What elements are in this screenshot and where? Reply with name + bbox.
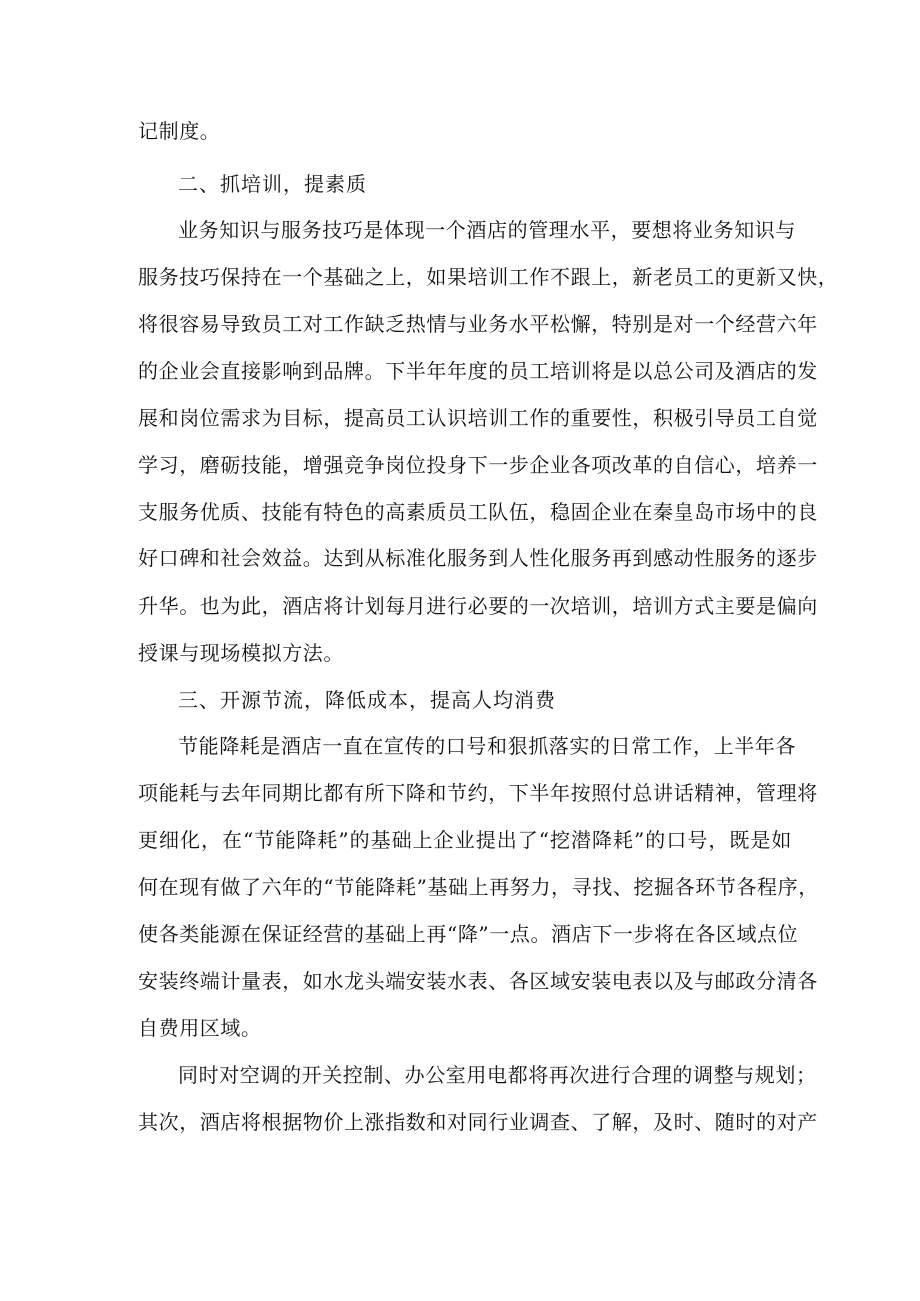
text-line: 业务知识与服务技巧是体现一个酒店的管理水平，要想将业务知识与: [178, 218, 796, 242]
text-line: 展和岗位需求为目标，提高员工认识培训工作的重要性，积极引导员工自觉: [138, 406, 818, 430]
text-line: 何在现有做了六年的“节能降耗”基础上再努力，寻找、挖掘各环节各程序，: [138, 875, 819, 899]
text-line: 记制度。: [138, 119, 221, 143]
text-line: 项能耗与去年同期比都有所下降和节约，下半年按照付总讲话精神，管理将: [138, 781, 818, 805]
text-line: 升华。也为此，酒店将计划每月进行必要的一次培训，培训方式主要是偏向: [138, 594, 818, 618]
text-line: 使各类能源在保证经营的基础上再“降”一点。酒店下一步将在各区域点位: [138, 922, 799, 946]
text-line: 的企业会直接影响到品牌。下半年年度的员工培训将是以总公司及酒店的发: [138, 359, 818, 383]
text-line: 安装终端计量表，如水龙头端安装水表、各区域安装电表以及与邮政分清各: [138, 969, 818, 993]
text-line: 好口碑和社会效益。达到从标准化服务到人性化服务再到感动性服务的逐步: [138, 546, 818, 570]
text-line: 自费用区域。: [138, 1016, 262, 1040]
text-line: 服务技巧保持在一个基础之上，如果培训工作不跟上，新老员工的更新又快，: [138, 265, 839, 289]
text-line: 更细化，在“节能降耗”的基础上企业提出了“挖潜降耗”的口号，既是如: [138, 828, 792, 852]
text-line: 其次，酒店将根据物价上涨指数和对同行业调查、了解，及时、随时的对产: [138, 1110, 818, 1134]
section-heading: 二、抓培训，提素质: [178, 172, 367, 196]
text-line: 支服务优质、技能有特色的高素质员工队伍，稳固企业在秦皇岛市场中的良: [138, 500, 818, 524]
section-heading: 三、开源节流，降低成本，提高人均消费: [178, 688, 556, 712]
text-line: 将很容易导致员工对工作缺乏热情与业务水平松懈，特别是对一个经营六年: [138, 312, 818, 336]
text-line: 同时对空调的开关控制、办公室用电都将再次进行合理的调整与规划；: [178, 1063, 817, 1087]
text-line: 授课与现场模拟方法。: [138, 641, 344, 665]
text-line: 节能降耗是酒店一直在宣传的口号和狠抓落实的日常工作，上半年各: [178, 734, 796, 758]
text-line: 学习，磨砺技能，增强竞争岗位投身下一步企业各项改革的自信心，培养一: [138, 453, 818, 477]
